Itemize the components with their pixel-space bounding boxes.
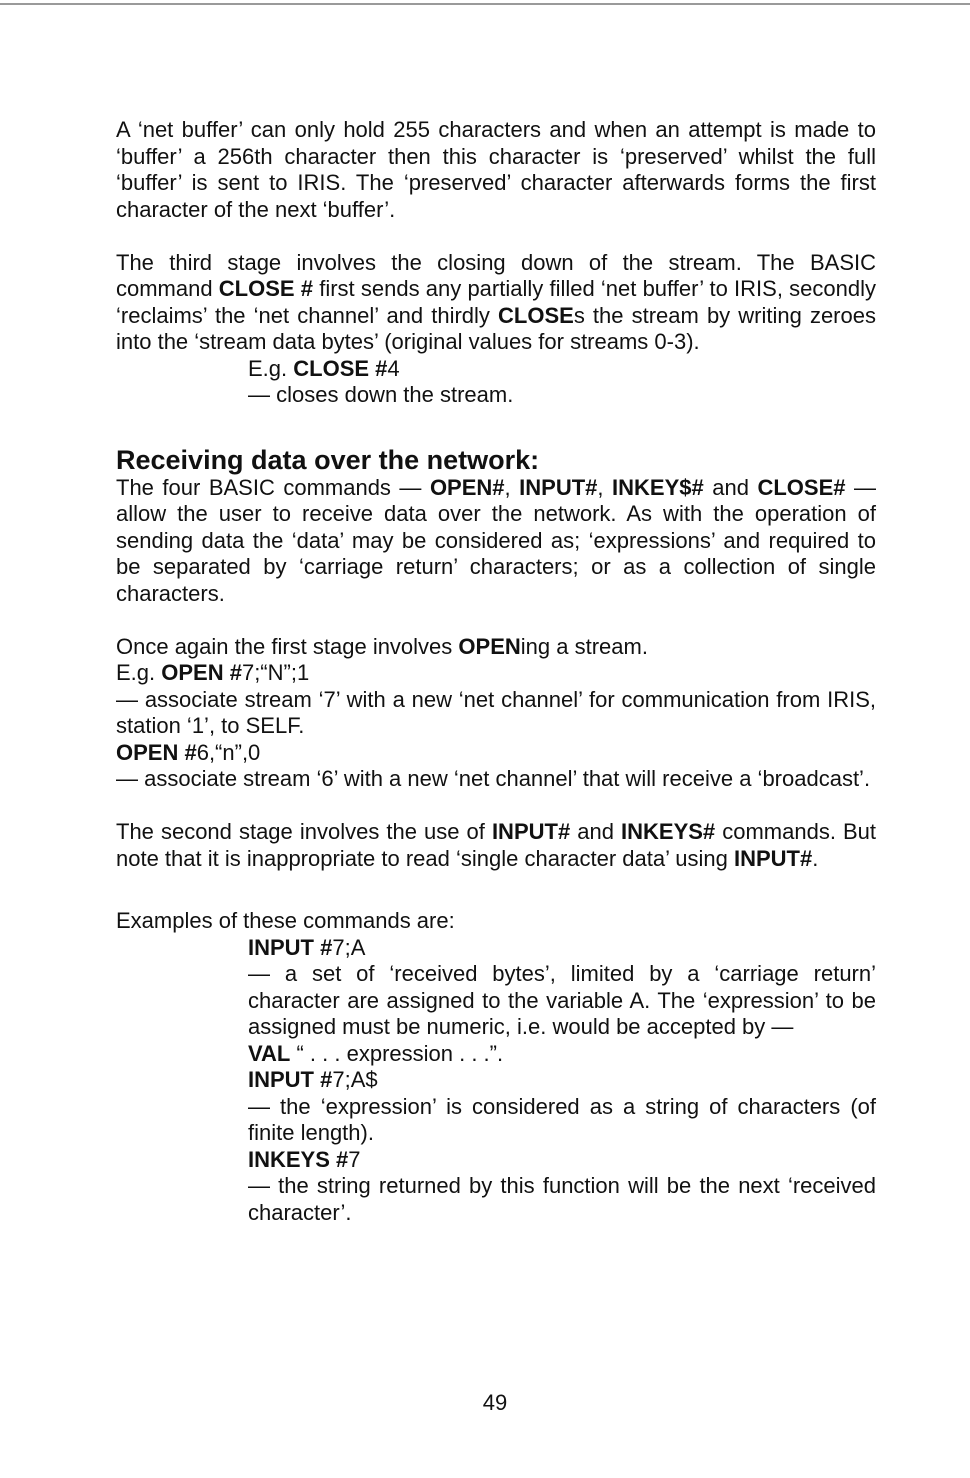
example-input-a-desc: — a set of ‘received bytes’, limited by a ‘carriage return’ character are assigned to the variable A. The ‘expression’ to be assigned must be numeric, i.e. would be accepted by — [248,961,876,1039]
paragraph-net-buffer: A ‘net buffer’ can only hold 255 characters and when an attempt is made to ‘buffer’ a 256th character then this character is ‘preserved’ whilst the full ‘buffer’ is sent to IRIS. The ‘preserved’ character afterwards forms the first character of the next ‘buffer’. [116,117,876,222]
page-content [116,117,876,1226]
example-open-2-desc: — associate stream ‘6’ with a new ‘net channel’ that will receive a ‘broadcast’. [116,766,871,791]
text-span: 4 [387,355,400,381]
text-span: The four BASIC commands — [116,474,430,500]
example-inkeys-desc: — the string returned by this function will be the next ‘received character’. [248,1173,876,1225]
keyword: INPUT# [491,819,571,844]
text-span: s the stream by writing zeroes into the ‘stream data bytes’ (original values for streams 0-3). [116,302,876,354]
keyword: INKEYS # [248,1146,349,1172]
paragraph-first-stage [116,634,876,661]
example-open-2-line [116,740,876,767]
keyword: INPUT # [248,1067,333,1092]
text-span: 7 [348,1146,361,1172]
keyword: CLOSE # [218,276,314,301]
paragraph-third-stage [116,250,876,356]
example-input-astr-line [248,1067,876,1094]
examples-intro: Examples of these commands are: [116,908,455,933]
keyword: INKEYS# [621,819,716,844]
keyword: OPEN# [429,474,505,500]
section-heading: Receiving data over the network: [116,444,540,475]
example-val-line [248,1041,876,1068]
paragraph-second-stage [116,819,876,872]
text-span: “ . . . expression . . .”. [290,1040,504,1066]
example-close-desc: — closes down the stream. [248,382,514,407]
text-span: and [570,819,622,844]
text-span: E.g. [116,660,162,685]
text-span: 7;A$ [332,1067,378,1092]
text-span: , [597,474,613,500]
example-open-1-desc: — associate stream ‘7’ with a new ‘net channel’ for communication from IRIS, station ‘1’, to SELF. [116,686,876,738]
text-span: first sends any partially filled ‘net buffer’ to IRIS, secondly ‘reclaims’ the ‘net channel’ and thirdly [116,276,876,328]
text-span: commands. But note that it is inappropriate to read ‘single character data’ using [116,819,877,871]
text-span: The third stage involves the closing down of the stream. The BASIC command [116,249,876,301]
keyword: CLOSE# [757,474,846,500]
example-input-astr-desc: — the ‘expression’ is considered as a string of characters (of finite length). [248,1093,876,1145]
keyword: OPEN # [116,739,197,765]
examples-block [248,935,876,1227]
text-span: and [703,474,758,500]
keyword: INKEY$# [612,474,704,500]
keyword: INPUT # [248,934,333,960]
keyword: OPEN [458,633,521,659]
top-rule [0,3,970,5]
keyword: INPUT# [734,845,813,871]
example-close-line [248,356,876,383]
text-span: ing a stream. [520,633,648,659]
keyword: CLOSE # [293,355,388,381]
keyword: CLOSE [498,302,574,328]
example-input-a-line [248,935,876,962]
keyword: VAL [248,1040,291,1066]
paragraph-four-commands [116,475,876,608]
text-span: The second stage involves the use of [116,819,492,844]
text-span: — allow the user to receive data over the network. As with the operation of sending data the ‘data’ may be considered as; ‘expressions’ and required to be separated by ‘carriage return’ characters; or as a collection of single characters. [116,474,876,606]
text-span: E.g. [248,355,294,381]
keyword: OPEN # [161,660,242,685]
example-inkeys-line [248,1147,876,1174]
text-span: 6,“n”,0 [196,739,261,765]
text-span: Once again the first stage involves [116,633,459,659]
example-open-1-line [116,660,876,687]
text-span: 7;A [332,934,366,960]
text-span: . [812,845,819,871]
example-close-block [248,356,876,409]
text-span: , [504,474,520,500]
page-number: 49 [482,1390,508,1415]
text-span: 7;“N”;1 [241,660,310,685]
keyword: INPUT# [519,474,598,500]
